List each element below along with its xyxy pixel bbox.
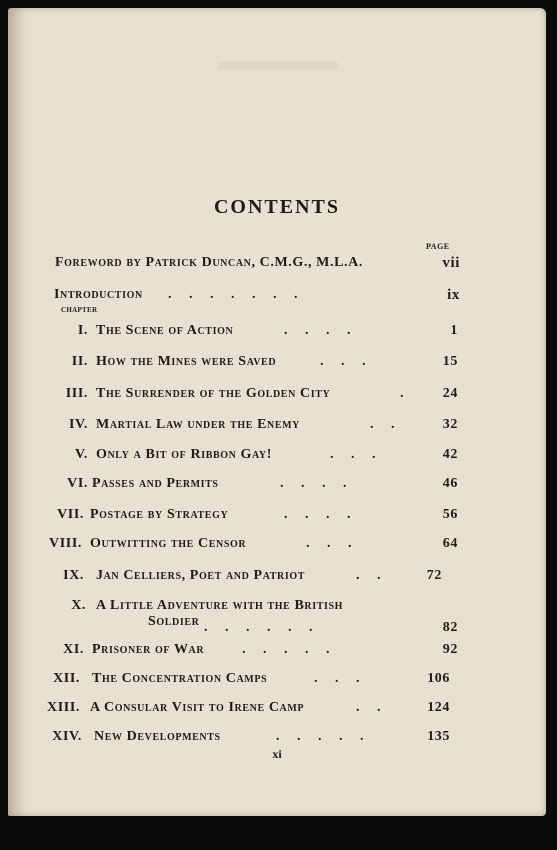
toc-entry-chapter — [8, 598, 546, 638]
toc-entry-page: 72 — [426, 568, 442, 583]
toc-entry-title: Prisoner of War — [92, 642, 205, 657]
chapter-number: IV. — [68, 417, 88, 432]
chapter-number: XII. — [53, 671, 80, 686]
toc-entry-page: 1 — [450, 323, 458, 338]
toc-entry-page: 42 — [442, 447, 458, 462]
toc-entry-title: Postage by Strategy — [90, 507, 229, 522]
leader-dots: . . . — [330, 447, 376, 462]
bleed-through-mark — [218, 62, 338, 70]
toc-entry-title: Outwitting the Censor — [90, 536, 247, 551]
toc-entry-title: Passes and Permits — [92, 476, 219, 491]
toc-entry-introduction — [8, 287, 546, 307]
leader-dots: . . . . . . — [204, 620, 313, 635]
toc-entry-title: A Little Adventure with the British — [96, 598, 344, 613]
toc-entry-title: Introduction — [54, 287, 143, 302]
leader-dots: . . . — [306, 536, 352, 551]
toc-entry-title: The Concentration Camps — [92, 671, 268, 686]
toc-entry-page: 32 — [442, 417, 458, 432]
toc-entry-title: Jan Celliers, Poet and Patriot — [96, 568, 306, 583]
toc-entry-chapter — [8, 642, 546, 662]
leader-dots: . . . . — [280, 476, 347, 491]
toc-entry-title: The Scene of Action — [96, 323, 234, 338]
toc-entry-page: vii — [442, 255, 460, 271]
toc-entry-chapter — [8, 671, 546, 691]
chapter-number: IX. — [63, 568, 84, 583]
chapter-number: X. — [71, 598, 86, 613]
toc-entry-page: ix — [447, 287, 460, 303]
chapter-number: V. — [74, 447, 88, 462]
chapter-number: I. — [77, 323, 88, 338]
toc-entry-chapter — [8, 729, 546, 749]
chapter-number: II. — [71, 354, 88, 369]
toc-entry-title: How the Mines were Saved — [96, 354, 277, 369]
toc-entry-page: 15 — [442, 354, 458, 369]
toc-entry-title: A Consular Visit to Irene Camp — [90, 700, 305, 715]
toc-entry-page: 64 — [442, 536, 458, 551]
leader-dots: . . — [356, 700, 381, 715]
toc-entry-chapter — [8, 507, 546, 527]
leader-dots: . . . — [320, 354, 366, 369]
leader-dots: . — [400, 386, 404, 401]
leader-dots: . . . — [314, 671, 360, 686]
leader-dots: . . — [370, 417, 395, 432]
toc-entry-chapter — [8, 568, 546, 588]
toc-entry-chapter — [8, 417, 546, 437]
chapter-number: VII. — [57, 507, 84, 522]
toc-entry-chapter — [8, 476, 546, 496]
toc-entry-chapter — [8, 700, 546, 720]
toc-entry-page: 135 — [427, 729, 450, 744]
chapter-column-header: CHAPTER — [61, 306, 98, 314]
toc-entry-title: Martial Law under the Enemy — [96, 417, 300, 432]
page-column-header: PAGE — [426, 242, 450, 251]
toc-entry-title: Only a Bit of Ribbon Gay! — [96, 447, 273, 462]
toc-entry-page: 124 — [427, 700, 450, 715]
toc-entry-page: 82 — [442, 620, 458, 635]
toc-entry-foreword — [8, 255, 546, 275]
toc-entry-chapter — [8, 447, 546, 467]
toc-entry-page: 106 — [427, 671, 450, 686]
page-title: CONTENTS — [213, 196, 341, 218]
chapter-number: XIV. — [52, 729, 82, 744]
chapter-number: XIII. — [47, 700, 80, 715]
toc-entry-page: 56 — [442, 507, 458, 522]
toc-entry-page: 24 — [442, 386, 458, 401]
toc-entry-chapter — [8, 536, 546, 556]
toc-entry-chapter — [8, 323, 546, 343]
toc-entry-title-continued: Soldier — [148, 614, 200, 629]
chapter-number: XI. — [63, 642, 84, 657]
leader-dots: . . . . — [284, 507, 351, 522]
leader-dots: . . — [356, 568, 381, 583]
leader-dots: . . . . . — [276, 729, 364, 744]
leader-dots: . . . . . — [242, 642, 330, 657]
toc-entry-title: Foreword by Patrick Duncan, C.M.G., M.L.A. — [55, 255, 363, 270]
book-page — [8, 8, 546, 816]
chapter-number: VI. — [67, 476, 88, 491]
toc-entry-chapter — [8, 354, 546, 374]
leader-dots: . . . . . . . — [168, 287, 298, 302]
toc-entry-page: 46 — [442, 476, 458, 491]
chapter-number: III. — [65, 386, 88, 401]
chapter-number: VIII. — [49, 536, 82, 551]
toc-entry-page: 92 — [442, 642, 458, 657]
page-folio: xi — [272, 747, 282, 761]
toc-entry-title: New Developments — [94, 729, 221, 744]
leader-dots: . . . . — [284, 323, 351, 338]
toc-entry-title: The Surrender of the Golden City — [96, 386, 331, 401]
toc-entry-chapter — [8, 386, 546, 406]
